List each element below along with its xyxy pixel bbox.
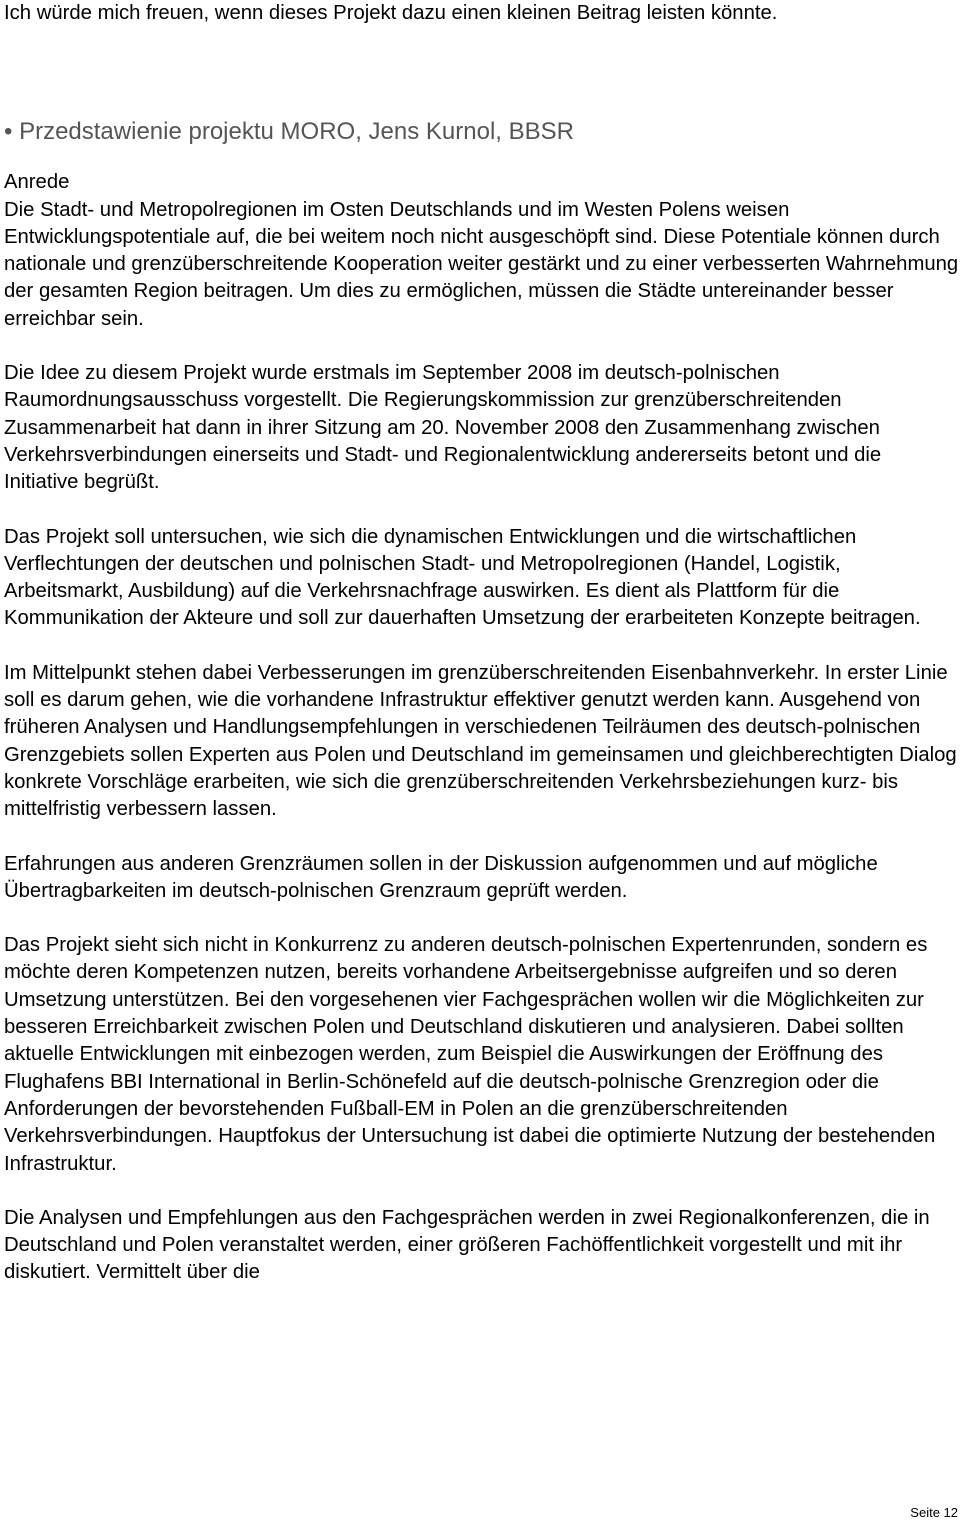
document-page bbox=[4, 0, 959, 1287]
body-paragraph-6: Das Projekt sieht sich nicht in Konkurrenz zu anderen deutsch-polnischen Expertenrunden, sondern es möchte deren Kompetenzen nutzen, bereits vorhandene Arbeitsergebnisse aufgreifen und so deren Umsetzung unterstützen. Bei den vorgesehenen vier Fachgesprächen wollen wir die Möglichkeiten zur besseren Erreichbarkeit zwischen Polen und Deutschland diskutieren und analysieren. Dabei sollten aktuelle Entwicklungen mit einbezogen werden, zum Beispiel die Auswirkungen der Eröffnung des Flughafens BBI International in Berlin-Schönefeld auf die deutsch-polnische Grenzregion oder die Anforderungen der bevorstehenden Fußball-EM in Polen an die grenzüberschreitenden Verkehrsverbindungen. Hauptfokus der Untersuchung ist dabei die optimierte Nutzung der bestehenden Infrastruktur. bbox=[4, 934, 936, 1175]
body-paragraph-2: Die Idee zu diesem Projekt wurde erstmals im September 2008 im deutsch-polnischen Raumordnungsausschuss vorgestellt. Die Regierungskommission zur grenzüberschreitenden Zusammenarbeit hat dann in ihrer Sitzung am 20. November 2008 den Zusammenhang zwischen Verkehrsverbindungen einerseits und Stadt- und Regionalentwicklung andererseits betont und die Initiative begrüßt. bbox=[4, 362, 882, 494]
body-paragraph-5: Erfahrungen aus anderen Grenzräumen sollen in der Diskussion aufgenommen und auf mögliche Übertragbarkeiten im deutsch-polnischen Grenzraum geprüft werden. bbox=[4, 852, 878, 902]
page-number: Seite 12 bbox=[910, 1505, 958, 1520]
body-paragraph-4: Im Mittelpunkt stehen dabei Verbesserungen im grenzüberschreitenden Eisenbahnverkehr. In erster Linie soll es darum gehen, wie die vorhandene Infrastruktur effektiver genutzt werden kann. Ausgehend von früheren Analysen und Handlungsempfehlungen in verschiedenen Teilräumen des deutsch-polnischen Grenzgebiets sollen Experten aus Polen und Deutschland im gemeinsamen und gleichberechtigten Dialog konkrete Vorschläge erarbeiten, wie sich die grenzüberschreitenden Verkehrsbeziehungen kurz- bis mittelfristig verbessern lassen. bbox=[4, 661, 957, 821]
section-heading: • Przedstawienie projektu MORO, Jens Kurnol, BBSR bbox=[4, 118, 574, 146]
opening-paragraph: Ich würde mich freuen, wenn dieses Projekt dazu einen kleinen Beitrag leisten könnte. bbox=[4, 2, 778, 24]
body-paragraph-7: Die Analysen und Empfehlungen aus den Fachgesprächen werden in zwei Regionalkonferenzen, die in Deutschland und Polen veranstaltet werden, einer größeren Fachöffentlichkeit vorgestellt und mit ihr diskutiert. Vermittelt über die bbox=[4, 1206, 930, 1284]
body-paragraph-3: Das Projekt soll untersuchen, wie sich die dynamischen Entwicklungen und die wirtschaftlichen Verflechtungen der deutschen und polnischen Stadt- und Metropolregionen (Handel, Logistik, Arbeitsmarkt, Ausbildung) auf die Verkehrsnachfrage auswirken. Es dient als Plattform für die Kommunikation der Akteure und soll zur dauerhaften Umsetzung der erarbeiteten Konzepte beitragen. bbox=[4, 525, 921, 630]
body-paragraph-1: Die Stadt- und Metropolregionen im Osten Deutschlands und im Westen Polens weisen Entwicklungspotentiale auf, die bei weitem noch nicht ausgeschöpft sind. Diese Potentiale können durch nationale und grenzüberschreitende Kooperation weiter gestärkt und zu einer verbesserten Wahrnehmung der gesamten Region beitragen. Um dies zu ermöglichen, müssen die Städte untereinander besser erreichbar sein. bbox=[4, 198, 959, 330]
salutation-label: Anrede bbox=[4, 171, 70, 194]
